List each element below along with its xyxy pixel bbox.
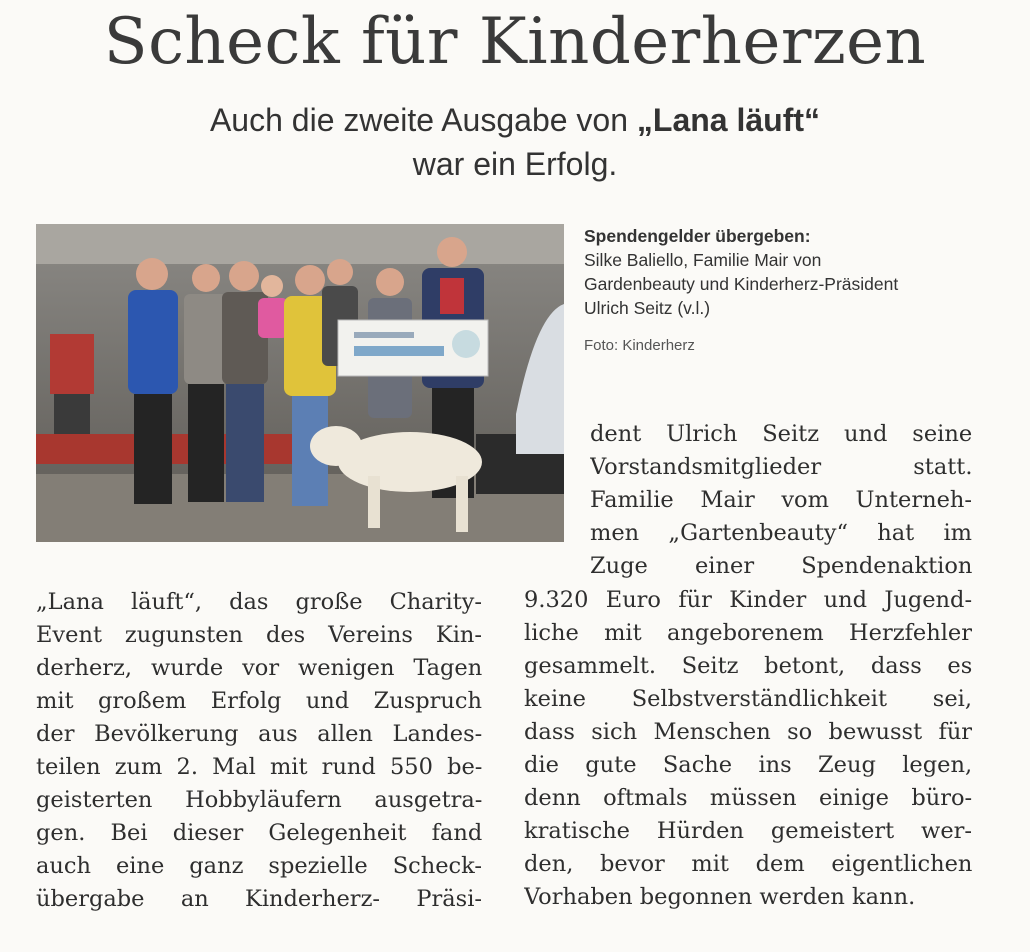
article-subhead	[0, 98, 1030, 186]
body-line: liche mit angeborenem Herzfehler	[524, 620, 972, 646]
subhead-line-1	[0, 98, 1030, 142]
body-line: dent Ulrich Seitz und seine	[590, 421, 972, 447]
cheque	[338, 320, 488, 376]
photo-caption	[584, 224, 1004, 358]
body-line: den, bevor mit dem eigentlichen	[524, 851, 972, 877]
caption-line: Ulrich Seitz (v.l.)	[584, 298, 711, 318]
body-line: Zuge einer Spendenaktion	[590, 553, 972, 579]
caption-title: Spendengelder übergeben:	[584, 226, 811, 246]
person-glasses-left	[222, 261, 268, 502]
person-grey-top	[184, 264, 228, 502]
body-line: Vorstandsmitglieder statt.	[590, 454, 972, 480]
body-column-2-bottom	[524, 584, 972, 914]
body-line: gesammelt. Seitz betont, dass es	[524, 653, 972, 679]
caption-line: Silke Baliello, Familie Mair von	[584, 250, 822, 270]
body-line: Event zugunsten des Vereins Kin-	[36, 622, 482, 648]
article-headline: Scheck für Kinderherzen	[103, 5, 927, 79]
body-line: übergabe an Kinderherz- Präsi-	[36, 886, 482, 912]
body-line: keine Selbstverständlichkeit sei,	[524, 686, 972, 712]
body-line: der Bevölkerung aus allen Landes-	[36, 721, 482, 747]
body-line: auch eine ganz spezielle Scheck-	[36, 853, 482, 879]
subhead-line-2: war ein Erfolg.	[412, 146, 618, 182]
body-line: geisterten Hobbyläufern ausgetra-	[36, 787, 482, 813]
body-line: mit großem Erfolg und Zuspruch	[36, 688, 482, 714]
body-line: men „Gartenbeauty“ hat im	[590, 520, 972, 546]
body-line: derherz, wurde vor wenigen Tagen	[36, 655, 482, 681]
person-blue-vest	[128, 258, 178, 504]
body-line: Familie Mair vom Unterneh-	[590, 487, 972, 513]
body-line: teilen zum 2. Mal mit rund 550 be-	[36, 754, 482, 780]
body-line: dass sich Menschen so bewusst für	[524, 719, 972, 745]
body-line: denn oftmals müssen einige büro-	[524, 785, 972, 811]
caption-line: Gardenbeauty und Kinderherz-Präsident	[584, 274, 899, 294]
stage-roof	[36, 224, 564, 264]
person-left-background	[50, 334, 94, 434]
body-line: Vorhaben begonnen werden kann.	[524, 884, 916, 910]
subhead-prefix: Auch die zweite Ausgabe von	[209, 102, 637, 138]
body-column-2-top	[590, 418, 972, 583]
photo-credit: Foto: Kinderherz	[584, 337, 695, 354]
article-photo	[36, 224, 564, 542]
body-line: gen. Bei dieser Gelegenheit fand	[36, 820, 482, 846]
body-line: „Lana läuft“, das große Charity-	[36, 589, 482, 615]
subhead-event-name: „Lana läuft“	[636, 102, 821, 138]
body-line: die gute Sache ins Zeug legen,	[524, 752, 972, 778]
body-line: 9.320 Euro für Kinder und Jugend-	[524, 587, 972, 613]
body-column-1	[36, 586, 482, 916]
body-line: kratische Hürden gemeistert wer-	[524, 818, 972, 844]
photo-illustration	[36, 224, 564, 542]
